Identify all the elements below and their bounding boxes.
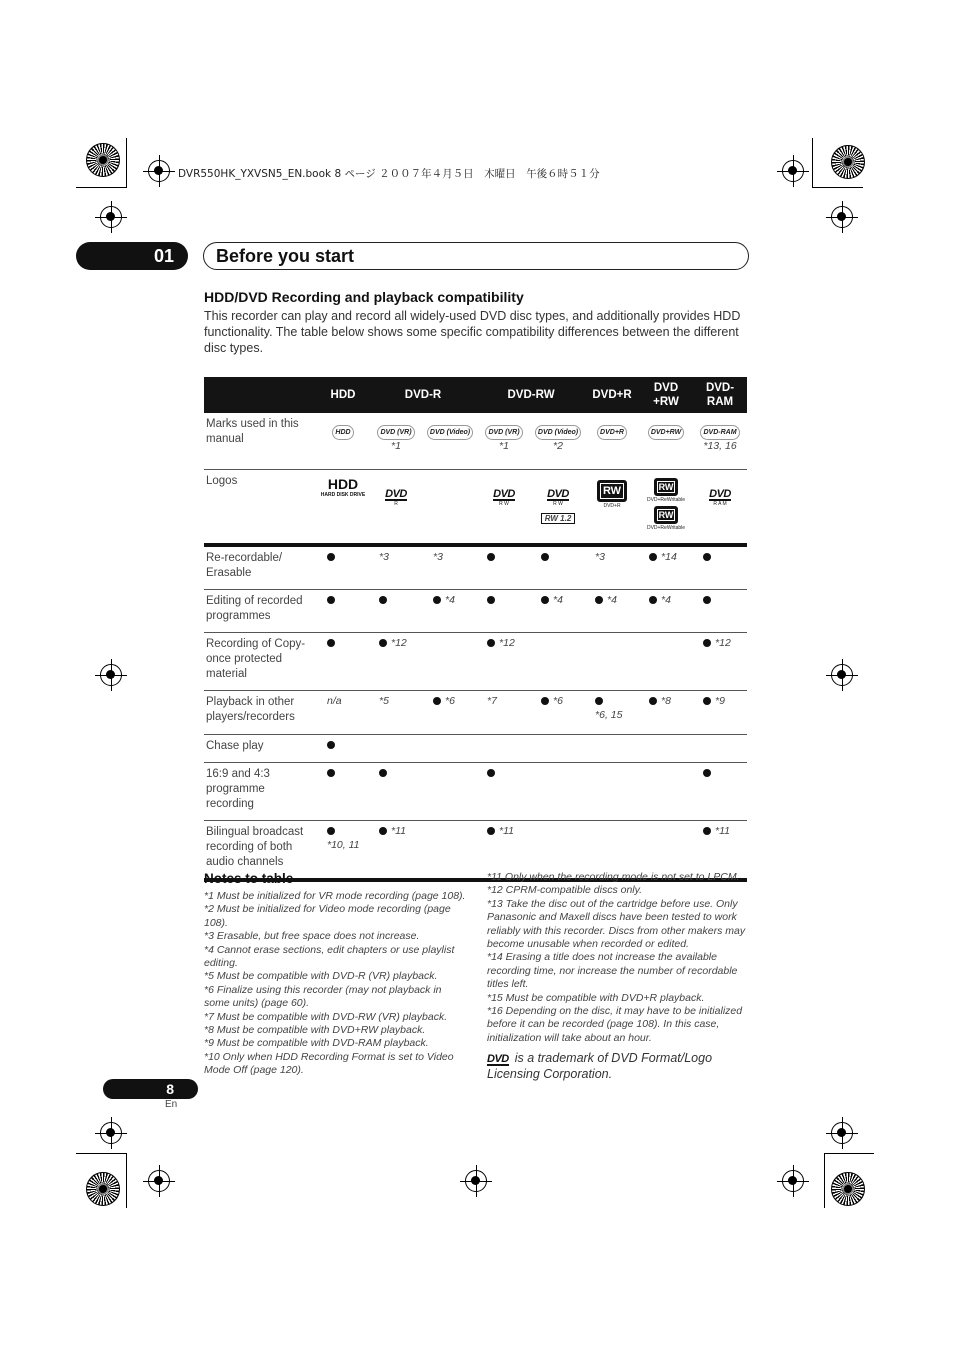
table-cell xyxy=(477,633,531,691)
note-item: *15 Must be compatible with DVD+R playback. xyxy=(487,991,705,1004)
mark-hdd: HDD xyxy=(332,425,353,440)
cell-note: *4 xyxy=(445,594,455,606)
table-cell xyxy=(317,590,369,633)
table-row-marks xyxy=(204,413,747,469)
table-cell xyxy=(585,691,639,735)
table-cell xyxy=(317,545,369,590)
table-cell xyxy=(423,633,477,691)
note-item: *2 Must be initialized for Video mode recording (page 108). xyxy=(204,903,451,929)
cell-note: *4 xyxy=(607,594,617,606)
table-cell xyxy=(369,633,423,691)
cell-note: *9 xyxy=(715,695,725,707)
crop-mark xyxy=(824,1153,825,1208)
table-cell xyxy=(317,691,369,735)
table-cell xyxy=(477,763,531,821)
table-cell xyxy=(423,545,477,590)
crop-mark xyxy=(76,187,126,188)
cell-note: *12 xyxy=(715,637,731,649)
table-cell xyxy=(317,821,369,881)
supported-dot xyxy=(703,827,711,835)
supported-dot xyxy=(487,596,495,604)
supported-dot xyxy=(703,553,711,561)
row-label: Editing of recorded programmes xyxy=(204,590,317,633)
table-cell xyxy=(369,735,423,763)
table-cell xyxy=(369,821,423,881)
header-dvd-r: DVD-R xyxy=(369,377,477,413)
row-label: 16:9 and 4:3 programme recording xyxy=(204,763,317,821)
table-cell xyxy=(585,763,639,821)
cell-note: *4 xyxy=(553,594,563,606)
cell-note: *4 xyxy=(661,594,671,606)
supported-dot xyxy=(595,697,603,705)
table-row xyxy=(204,691,747,735)
chapter-title-box xyxy=(203,242,749,270)
dvd-plus-rw-logo: RW DVD+ReWritable RW DVD+ReWritable xyxy=(641,478,691,531)
crosshair-mark xyxy=(831,1122,853,1144)
trademark-note xyxy=(487,1050,747,1082)
header-dvd-rw: DVD-RW xyxy=(477,377,585,413)
cell-note: *11 xyxy=(391,825,406,837)
dvd-plus-r-logo: RW DVD+R xyxy=(587,480,637,509)
cell-note: *7 xyxy=(487,695,497,707)
note-item: *4 Cannot erase sections, edit chapters or use playlist editing. xyxy=(204,943,455,970)
registration-star-bottom-left xyxy=(86,1172,120,1206)
registration-star-top-left xyxy=(86,143,120,177)
table-cell xyxy=(423,691,477,735)
table-cell xyxy=(531,545,585,590)
supported-dot xyxy=(379,769,387,777)
table-row xyxy=(204,735,747,763)
table-cell xyxy=(639,590,693,633)
crop-mark xyxy=(126,1153,127,1208)
supported-dot xyxy=(433,596,441,604)
dvd-ram-logo: DVD R A M xyxy=(709,487,731,507)
table-cell xyxy=(531,763,585,821)
trademark-text: is a trademark of DVD Format/Logo Licensing Corporation. xyxy=(487,1051,713,1081)
cell-note: *11 xyxy=(499,825,515,837)
table-cell xyxy=(639,735,693,763)
table-row-logos xyxy=(204,469,747,545)
supported-dot xyxy=(327,639,335,647)
table-cell xyxy=(693,590,747,633)
header-dvd-ram: DVD-RAM xyxy=(693,377,747,413)
header-dvd-plus-rw: DVD +RW xyxy=(639,377,693,413)
chapter-title: Before you start xyxy=(216,246,355,266)
note-item: *9 Must be compatible with DVD-RAM playback. xyxy=(204,1037,429,1050)
note-item: *5 Must be compatible with DVD-R (VR) playback. xyxy=(204,970,438,983)
cell-note: *6, 15 xyxy=(595,709,623,721)
supported-dot xyxy=(541,697,549,705)
table-cell xyxy=(639,545,693,590)
chapter-number-pill xyxy=(76,242,188,270)
table-cell xyxy=(531,735,585,763)
supported-dot xyxy=(595,596,603,604)
supported-dot xyxy=(649,553,657,561)
crosshair-mark xyxy=(148,160,170,182)
table-cell xyxy=(585,545,639,590)
supported-dot xyxy=(379,639,387,647)
table-cell xyxy=(317,633,369,691)
page-language: En xyxy=(165,1099,178,1110)
table-cell xyxy=(317,763,369,821)
section-title: HDD/DVD Recording and playback compatibility xyxy=(204,289,524,305)
table-cell xyxy=(693,633,747,691)
table-cell xyxy=(423,590,477,633)
supported-dot xyxy=(703,596,711,604)
crop-mark xyxy=(812,138,813,188)
supported-dot xyxy=(433,697,441,705)
table-cell xyxy=(693,735,747,763)
table-cell xyxy=(693,691,747,735)
note-item: *12 CPRM-compatible discs only. xyxy=(487,884,643,897)
note-item: *14 Erasing a title does not increase the available recording time, nor increase the number of recordable titles left. xyxy=(487,951,738,991)
table-cell xyxy=(369,691,423,735)
table-cell xyxy=(693,763,747,821)
row-label: Re-recordable/ Erasable xyxy=(204,545,317,590)
supported-dot xyxy=(379,596,387,604)
header-hdd: HDD xyxy=(317,377,369,413)
table-cell xyxy=(423,763,477,821)
mark-dvd-ram: DVD-RAM xyxy=(700,425,739,440)
cell-note: *12 xyxy=(499,637,515,649)
cell-note: *14 xyxy=(661,551,677,563)
note-item: *11 Only when the recording mode is not set to LPCM. xyxy=(487,871,740,883)
note-item: *7 Must be compatible with DVD-RW (VR) playback. xyxy=(204,1010,448,1023)
table-header-row xyxy=(204,377,747,413)
table-row xyxy=(204,633,747,691)
cell-note: *10, 11 xyxy=(327,839,360,851)
row-label: Chase play xyxy=(204,735,317,763)
table-cell xyxy=(693,545,747,590)
supported-dot xyxy=(379,827,387,835)
mark-dvd-rw-video: DVD (Video) xyxy=(535,425,581,440)
chapter-number: 01 xyxy=(153,246,174,266)
table-cell xyxy=(477,590,531,633)
note-item: *3 Erasable, but free space does not increase. xyxy=(204,930,420,943)
table-cell xyxy=(585,735,639,763)
supported-dot xyxy=(541,553,549,561)
table-cell xyxy=(477,545,531,590)
table-cell xyxy=(317,735,369,763)
crosshair-mark xyxy=(465,1170,487,1192)
table-cell xyxy=(639,691,693,735)
mark-dvd-plus-r: DVD+R xyxy=(597,425,627,440)
dvd-rw-logo: DVD R W RW 1.2 xyxy=(533,488,583,524)
table-cell xyxy=(369,763,423,821)
dvd-rw-logo: DVD R W xyxy=(493,487,515,507)
supported-dot xyxy=(541,596,549,604)
table-cell xyxy=(585,633,639,691)
notes-left-column xyxy=(204,890,469,1078)
cell-note: *6 xyxy=(553,695,563,707)
registration-star-bottom-right xyxy=(831,1172,865,1206)
cell-note: *8 xyxy=(661,695,671,707)
note-item: *8 Must be compatible with DVD+RW playback. xyxy=(204,1024,426,1037)
section-intro: This recorder can play and record all widely-used DVD disc types, and additionally provides HDD functionality. The table below shows some specific compatibility differences between the different disc types. xyxy=(204,309,741,355)
page-number-pill xyxy=(103,1079,198,1099)
row-label: Recording of Copy-once protected material xyxy=(204,633,317,691)
header-dvd-plus-r: DVD+R xyxy=(585,377,639,413)
supported-dot xyxy=(703,769,711,777)
mark-dvd-plus-rw: DVD+RW xyxy=(648,425,684,440)
table-cell xyxy=(369,545,423,590)
crosshair-mark xyxy=(100,664,122,686)
crop-mark xyxy=(126,138,127,188)
cell-note: *3 xyxy=(433,551,443,563)
crosshair-mark xyxy=(782,1170,804,1192)
row-label: Marks used in this manual xyxy=(204,413,317,469)
cell-note: *11 xyxy=(715,825,731,837)
mark-dvd-r-vr: DVD (VR) xyxy=(377,425,414,440)
header-empty xyxy=(204,377,317,413)
compatibility-table xyxy=(204,377,747,882)
mark-dvd-rw-vr: DVD (VR) xyxy=(485,425,522,440)
mark-note: *1 xyxy=(499,440,509,452)
supported-dot xyxy=(327,769,335,777)
mark-note: *2 xyxy=(553,440,563,452)
crosshair-mark xyxy=(831,206,853,228)
supported-dot xyxy=(649,697,657,705)
crosshair-mark xyxy=(100,1122,122,1144)
crop-mark xyxy=(824,1153,874,1154)
table-row xyxy=(204,763,747,821)
supported-dot xyxy=(327,596,335,604)
note-item: *6 Finalize using this recorder (may not playback in some units) (page 60). xyxy=(204,983,442,1010)
table-cell xyxy=(477,691,531,735)
supported-dot xyxy=(703,697,711,705)
mark-note: *1 xyxy=(391,440,401,452)
note-item: *16 Depending on the disc, it may have to be initialized before it can be recorded (page 108). In this case, initialization will take about an hour. xyxy=(487,1005,743,1044)
table-cell xyxy=(639,633,693,691)
table-cell xyxy=(585,590,639,633)
note-item: *1 Must be initialized for VR mode recording (page 108). xyxy=(204,890,466,902)
page-number: 8 xyxy=(166,1081,174,1097)
mark-note: *13, 16 xyxy=(703,440,737,452)
row-label: Logos xyxy=(204,469,317,545)
rw-ver-badge: RW 1.2 xyxy=(541,513,576,524)
supported-dot xyxy=(703,639,711,647)
table-cell xyxy=(531,590,585,633)
table-cell xyxy=(639,763,693,821)
crosshair-mark xyxy=(148,1170,170,1192)
registration-star-top-right xyxy=(831,145,865,179)
cell-note: *3 xyxy=(379,551,389,563)
mark-dvd-r-video: DVD (Video) xyxy=(427,425,473,440)
note-item: *10 Only when HDD Recording Format is set to Video Mode Off (page 120). xyxy=(204,1050,454,1077)
table-cell xyxy=(369,590,423,633)
row-label: Bilingual broadcast recording of both audio channels xyxy=(204,821,317,881)
table-cell xyxy=(423,821,477,881)
hdd-logo: HDD HARD DISK DRIVE xyxy=(320,475,366,498)
crop-mark xyxy=(813,187,863,188)
crosshair-mark xyxy=(831,664,853,686)
crosshair-mark xyxy=(100,206,122,228)
supported-dot xyxy=(327,553,335,561)
supported-dot xyxy=(487,769,495,777)
cell-note: *3 xyxy=(595,551,605,563)
supported-dot xyxy=(487,553,495,561)
dvd-trademark-logo: DVD xyxy=(487,1053,509,1065)
notes-right-column xyxy=(487,871,749,1045)
supported-dot xyxy=(327,827,335,835)
print-header-line: DVR550HK_YXVSN5_EN.book 8 ページ ２００７年４月５日 木曜日 午後６時５１分 xyxy=(178,168,600,180)
table-cell xyxy=(531,691,585,735)
cell-note: *5 xyxy=(379,695,389,707)
supported-dot xyxy=(649,596,657,604)
table-row xyxy=(204,590,747,633)
supported-dot xyxy=(487,827,495,835)
notes-title: Notes to table xyxy=(204,871,294,886)
dvd-r-logo: DVD R xyxy=(385,487,407,507)
cell-note: *6 xyxy=(445,695,455,707)
supported-dot xyxy=(327,741,335,749)
table-cell xyxy=(423,735,477,763)
cell-note: *12 xyxy=(391,637,407,649)
table-cell xyxy=(531,633,585,691)
table-cell xyxy=(477,735,531,763)
table-row xyxy=(204,545,747,590)
note-item: *13 Take the disc out of the cartridge before use. Only Panasonic and Maxell discs have been tested to work reliably with this recorder. Discs from other makers may become unusable when recorded or edited. xyxy=(487,897,746,951)
supported-dot xyxy=(487,639,495,647)
cell-note: n/a xyxy=(327,695,342,707)
row-label: Playback in other players/recorders xyxy=(204,691,317,735)
crop-mark xyxy=(76,1153,126,1154)
crosshair-mark xyxy=(782,160,804,182)
